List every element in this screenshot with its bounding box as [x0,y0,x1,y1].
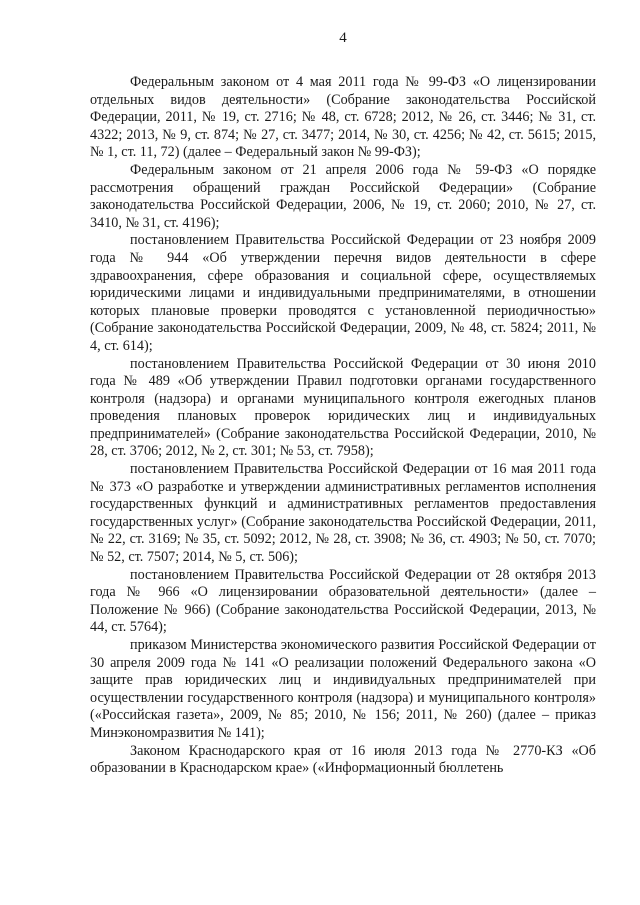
page-number: 4 [339,30,347,46]
paragraph-order-141: приказом Министерства экономического развития Российской Федерации от 30 апреля 2009 года № 141 «О реализации положений Федерального закона «О защите прав юридических лиц и индивидуальных предпринимателей при осуществлении государственного контроля (надзора) и муниципального контроля» («Российская газета», 2009, № 85; 2010, № 156; 2011, № 260) (далее – приказ Минэкономразвития № 141); [90,637,596,741]
paragraph-federal-law-59: Федеральным законом от 21 апреля 2006 года № 59-ФЗ «О порядке рассмотрения обращений граждан Российской Федерации» (Собрание законодательства Российской Федерации, 2006, № 19, ст. 2060; 2010, № 27, ст. 3410, № 31, ст. 4196); [90,161,596,231]
paragraph-resolution-966: постановлением Правительства Российской Федерации от 28 октября 2013 года № 966 «О лицензировании образовательной деятельности» (далее – Положение № 966) (Собрание законодательства Российской Федерации, 2013, № 44, ст. 5764); [90,566,596,636]
paragraph-resolution-944: постановлением Правительства Российской Федерации от 23 ноября 2009 года № 944 «Об утверждении перечня видов деятельности в сфере здравоохранения, сфере образования и социальной сфере, осуществляемых юридическими лицами и индивидуальными предпринимателями, в отношении которых плановые проверки проводятся с установленной периодичностью» (Собрание законодательства Российской Федерации, 2009, № 48, ст. 5824; 2011, № 4, ст. 614); [90,232,596,354]
paragraph-krasnodar-law-2770: Законом Краснодарского края от 16 июля 2013 года № 2770-КЗ «Об образовании в Краснодарском крае» («Информационный бюллетень [90,742,596,777]
paragraph-resolution-489: постановлением Правительства Российской Федерации от 30 июня 2010 года № 489 «Об утверждении Правил подготовки органами государственного контроля (надзора) и органами муниципального контроля ежегодных планов проведения плановых проверок юридических лиц и индивидуальных предпринимателей» (Собрание законодательства Российской Федерации, 2010, № 28, ст. 3706; 2012, № 2, ст. 301; № 53, ст. 7958); [90,355,596,460]
paragraph-federal-law-99: Федеральным законом от 4 мая 2011 года № 99-ФЗ «О лицензировании отдельных видов деятельности» (Собрание законодательства Российской Федерации, 2011, № 19, ст. 2716; № 48, ст. 6728; 2012, № 26, ст. 3446; № 31, ст. 4322; 2013, № 9, ст. 874; № 27, ст. 3477; 2014, № 30, ст. 4256; № 42, ст. 5615; 2015, № 1, ст. 11, 72) (далее – Федеральный закон № 99-ФЗ); [90,74,596,161]
paragraph-resolution-373: постановлением Правительства Российской Федерации от 16 мая 2011 года № 373 «О разработке и утверждении административных регламентов исполнения государственных функций и административных регламентов предоставления государственных услуг» (Собрание законодательства Российской Федерации, 2011, № 22, ст. 3169; № 35, ст. 5092; 2012, № 28, ст. 3908; № 36, ст. 4903; № 50, ст. 7070; № 52, ст. 7507; 2014, № 5, ст. 506); [90,461,596,566]
